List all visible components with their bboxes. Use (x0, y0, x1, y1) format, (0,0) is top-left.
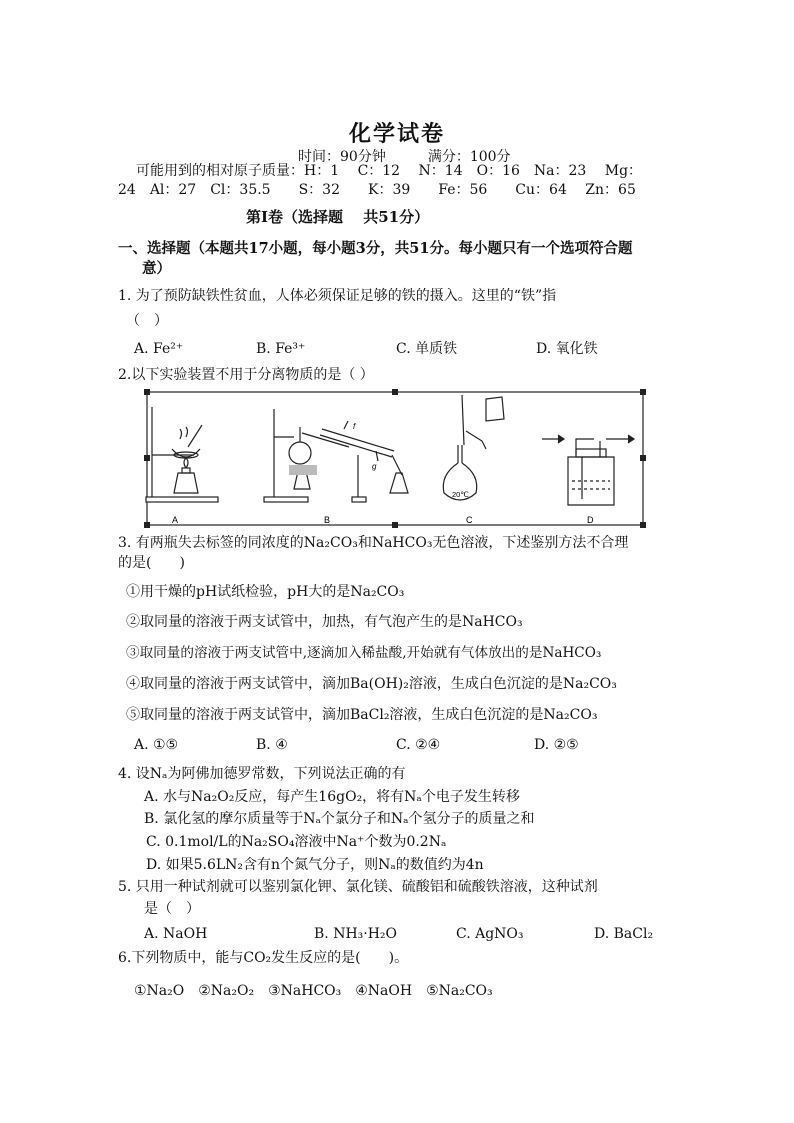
label-g: g (372, 462, 377, 471)
apparatus-c-volumetric-flask (443, 395, 504, 500)
q4-option-b: B. 氯化氢的摩尔质量等于Nₐ个氯分子和Nₐ个氢分子的质量之和 (144, 811, 535, 827)
q4-option-a: A. 水与Na₂O₂反应，每产生16gO₂，将有Nₐ个电子发生转移 (144, 789, 520, 805)
q1-option-a: A. Fe²⁺ (134, 341, 184, 357)
q5-option-a: A. NaOH (144, 926, 208, 942)
section-instruction-line-2: 意） (142, 260, 171, 277)
apparatus-d-gas-washing-bottle (542, 435, 634, 505)
apparatus-a-evaporation (146, 407, 218, 502)
q1-option-c: C. 单质铁 (396, 341, 458, 357)
q3-stem-line-1: 3. 有两瓶失去标签的同浓度的Na₂CO₃和NaHCO₃无色溶液，下述鉴别方法不合理 (118, 535, 629, 551)
q1-option-d: D. 氧化铁 (536, 341, 598, 357)
q3-option-b: B. ④ (256, 737, 288, 753)
q3-option-a: A. ①⑤ (134, 737, 179, 753)
svg-text:B: B (324, 515, 331, 525)
q1-option-b: B. Fe³⁺ (256, 341, 306, 357)
q1-stem-line-2: （ ） (126, 313, 168, 329)
q2-stem: 2.以下实验装置不用于分离物质的是（ ） (118, 367, 374, 383)
q3-option-c: C. ②④ (396, 737, 441, 753)
label-f: f (353, 422, 356, 431)
q3-item-4: ④取同量的溶液于两支试管中，滴加Ba(OH)₂溶液，生成白色沉淀的是Na₂CO₃ (126, 676, 617, 692)
q3-item-1: ①用干燥的pH试纸检验，pH大的是Na₂CO₃ (126, 584, 405, 600)
q4-option-d: D. 如果5.6LN₂含有n个氮气分子，则Nₐ的数值约为4n (146, 857, 484, 873)
atomic-mass-line-1: 可能用到的相对原子质量：H：1 C：12 N：14 O：16 Na：23 Mg： (136, 163, 643, 179)
score-label: 满分：100分 (427, 149, 511, 165)
q3-stem-line-2: 的是( ) (118, 555, 185, 571)
q4-option-c: C. 0.1mol/L的Na₂SO₄溶液中Na⁺个数为0.2Nₐ (146, 834, 447, 850)
q3-item-2: ②取同量的溶液于两支试管中，加热，有气泡产生的是NaHCO₃ (126, 614, 523, 630)
atomic-mass-line-2: 24 Al：27 Cl：35.5 S：32 K：39 Fe：56 Cu：64 Zn：65 (118, 182, 636, 198)
svg-text:A: A (172, 515, 179, 525)
q6-items: ①Na₂O ②Na₂O₂ ③NaHCO₃ ④NaOH ⑤Na₂CO₃ (134, 983, 493, 999)
apparatus-figure (144, 389, 648, 529)
q6-stem: 6.下列物质中，能与CO₂发生反应的是( )。 (118, 950, 409, 966)
label-20c: 20℃ (452, 490, 469, 499)
q5-option-d: D. BaCl₂ (594, 926, 654, 942)
q3-item-3: ③取同量的溶液于两支试管中,逐滴加入稀盐酸,开始就有气体放出的是NaHCO₃ (126, 645, 602, 661)
exam-title: 化学试卷 (348, 121, 445, 147)
q5-stem-line-2: 是（ ） (144, 901, 200, 917)
apparatus-b-distillation (264, 409, 408, 502)
section-heading: 第Ⅰ卷（选择题 共51分） (246, 208, 430, 226)
svg-text:D: D (587, 515, 594, 525)
q4-stem: 4. 设Nₐ为阿佛加德罗常数，下列说法正确的有 (118, 766, 406, 782)
q1-stem-line-1: 1. 为了预防缺铁性贫血，人体必须保证足够的铁的摄入。这里的“铁”指 (118, 288, 557, 304)
svg-text:C: C (466, 515, 473, 525)
section-instruction-line-1: 一、选择题（本题共17小题，每小题3分，共51分。每小题只有一个选项符合题 (118, 240, 633, 257)
q3-option-d: D. ②⑤ (534, 737, 579, 753)
q5-option-c: C. AgNO₃ (456, 926, 524, 942)
q3-item-5: ⑤取同量的溶液于两支试管中，滴加BaCl₂溶液，生成白色沉淀的是Na₂CO₃ (126, 707, 598, 723)
time-label: 时间：90分钟 (298, 149, 386, 165)
q5-stem-line-1: 5. 只用一种试剂就可以鉴别氯化钾、氯化镁、硫酸铝和硫酸铁溶液，这种试剂 (118, 879, 598, 895)
q5-option-b: B. NH₃·H₂O (314, 926, 398, 942)
